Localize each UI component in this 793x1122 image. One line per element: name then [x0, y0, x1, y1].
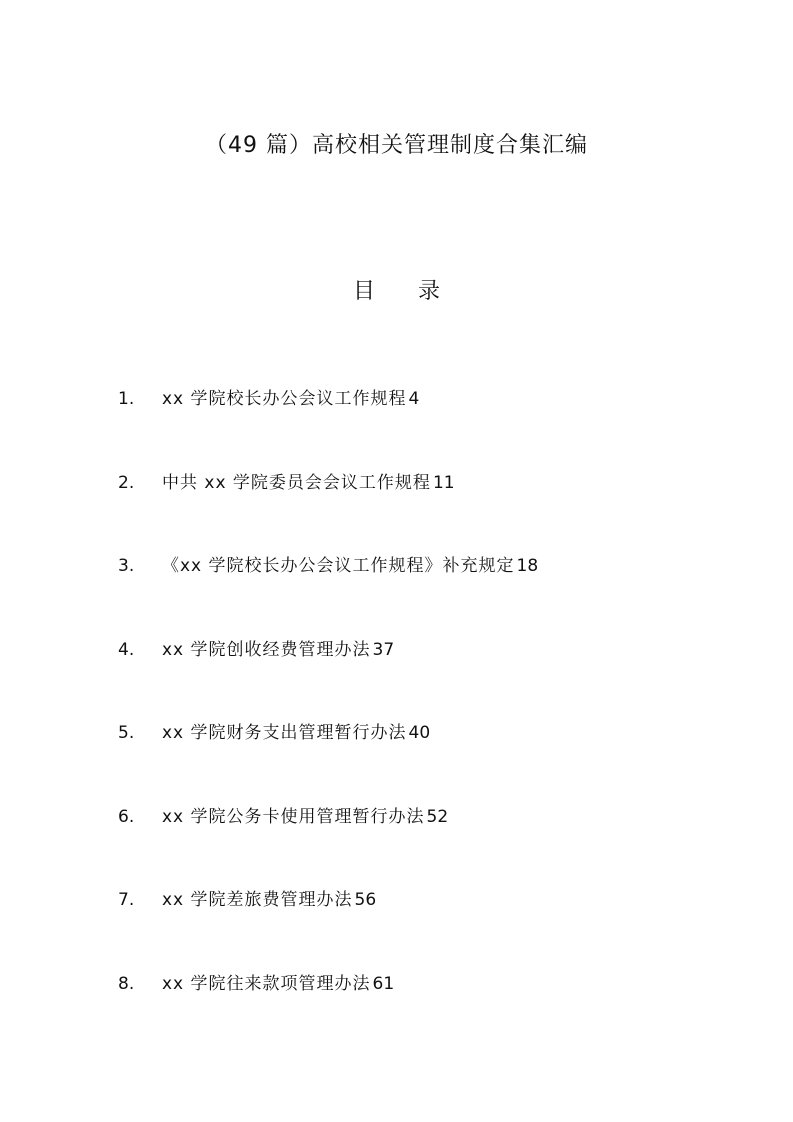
- toc-item-number: 5.: [118, 723, 135, 743]
- toc-item-number: 8.: [118, 973, 135, 994]
- document-title: （49 篇）高校相关管理制度合集汇编: [205, 133, 588, 158]
- toc-item-page: 4: [408, 389, 420, 409]
- toc-item-8[interactable]: [118, 965, 758, 1049]
- toc-item-3[interactable]: [118, 547, 758, 631]
- toc-item-title: xx 学院创收经费管理办法: [162, 639, 371, 660]
- toc-item-number: 6.: [118, 806, 135, 827]
- toc-item-title: 《xx 学院校长办公会议工作规程》补充规定: [162, 556, 515, 576]
- toc-item-1[interactable]: [118, 380, 758, 464]
- toc-item-number: 1.: [118, 389, 135, 409]
- toc-item-page: 37: [372, 639, 395, 660]
- toc-item-title: 中共 xx 学院委员会会议工作规程: [162, 472, 431, 493]
- toc-item-page: 61: [372, 973, 395, 994]
- toc-item-6[interactable]: [118, 798, 758, 882]
- toc-item-7[interactable]: [118, 881, 758, 965]
- toc-item-2[interactable]: [118, 464, 758, 548]
- toc-item-page: 56: [354, 890, 377, 910]
- toc-item-page: 40: [408, 723, 431, 743]
- toc-item-number: 7.: [118, 890, 135, 910]
- toc-item-number: 4.: [118, 639, 135, 660]
- toc-item-title: xx 学院公务卡使用管理暂行办法: [162, 806, 425, 827]
- toc-item-title: xx 学院校长办公会议工作规程: [162, 389, 407, 409]
- toc-item-5[interactable]: [118, 714, 758, 798]
- toc-item-4[interactable]: [118, 631, 758, 715]
- toc-item-title: xx 学院往来款项管理办法: [162, 973, 371, 994]
- table-of-contents: [118, 380, 758, 1048]
- toc-heading: 目 录: [353, 279, 458, 304]
- toc-item-number: 3.: [118, 556, 135, 576]
- toc-item-page: 18: [516, 556, 539, 576]
- toc-item-title: xx 学院财务支出管理暂行办法: [162, 723, 407, 743]
- toc-item-page: 52: [426, 806, 449, 827]
- toc-item-number: 2.: [118, 472, 135, 493]
- toc-item-title: xx 学院差旅费管理办法: [162, 890, 353, 910]
- toc-item-page: 11: [432, 472, 455, 493]
